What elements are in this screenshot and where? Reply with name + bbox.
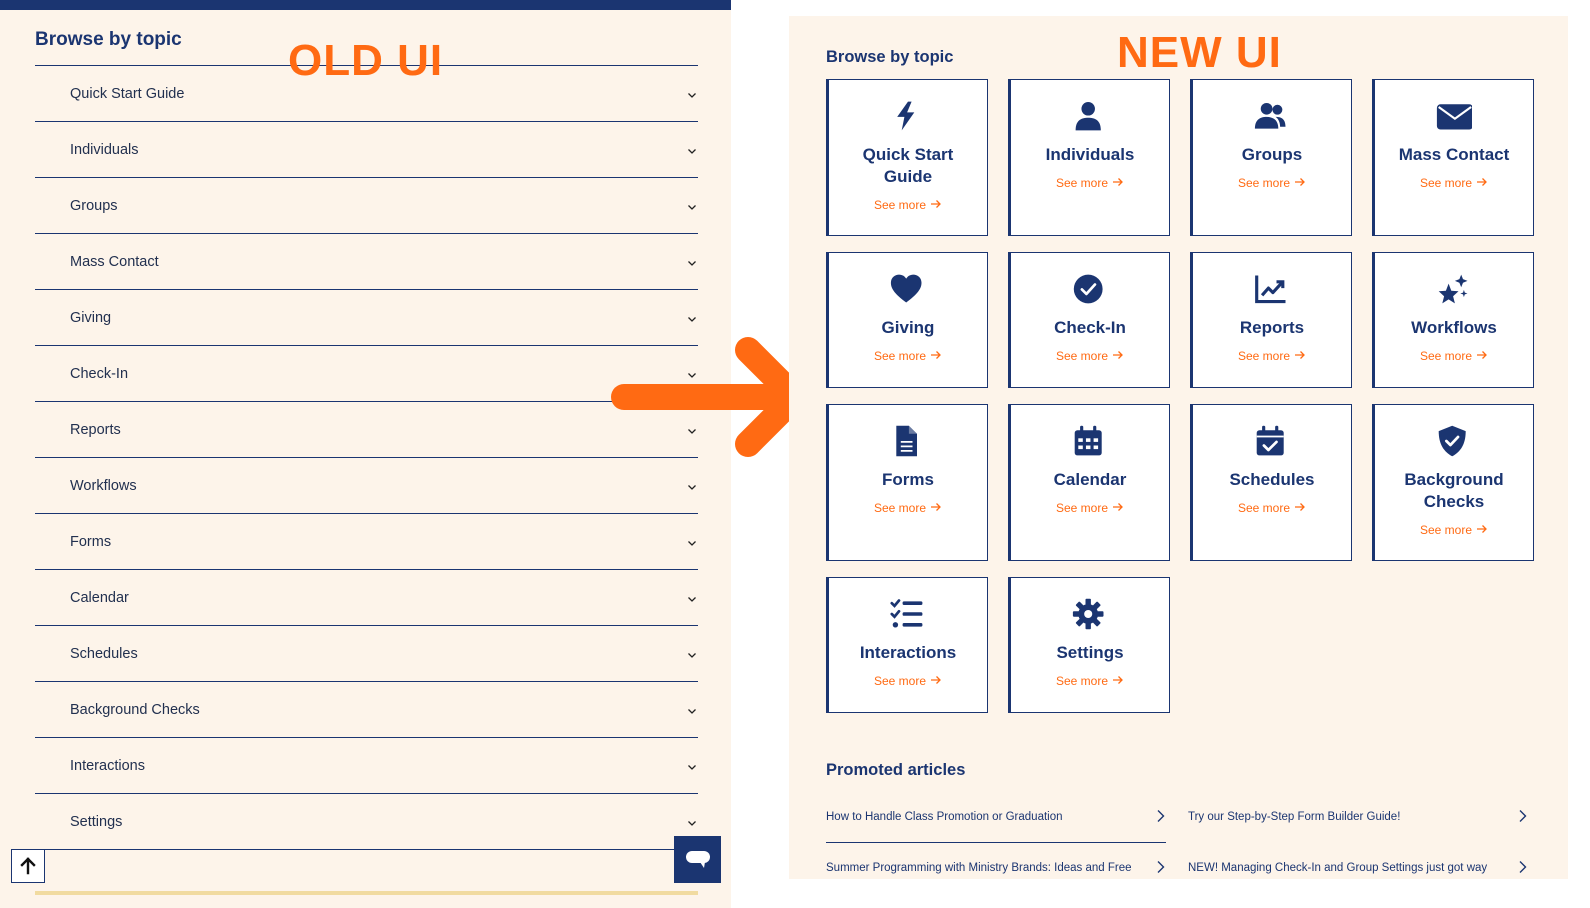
arrow-right-icon <box>930 674 942 688</box>
new-browse-heading: Browse by topic <box>826 48 954 66</box>
see-more-label: See more <box>1237 349 1291 363</box>
old-topic-label: Workflows <box>70 477 137 494</box>
arrow-right-icon <box>1112 501 1124 515</box>
see-more-link[interactable] <box>1238 176 1306 190</box>
chevron-right-icon <box>1518 860 1528 877</box>
topic-card-title: Mass Contact <box>1398 145 1510 164</box>
see-more-link[interactable] <box>1056 674 1124 688</box>
arrow-right-icon <box>1476 523 1488 537</box>
old-topic-label: Quick Start Guide <box>70 85 185 102</box>
chevron-down-icon <box>686 648 698 660</box>
topic-card-title: Forms <box>882 470 934 489</box>
gear-icon <box>1072 596 1108 632</box>
old-topic-item[interactable] <box>35 122 698 178</box>
chat-widget-button[interactable] <box>674 836 721 883</box>
chart-line-icon <box>1254 271 1290 307</box>
see-more-link[interactable] <box>1420 176 1488 190</box>
see-more-link[interactable] <box>1056 501 1124 515</box>
topic-card[interactable] <box>1008 404 1170 561</box>
check-circle-icon <box>1072 271 1108 307</box>
topic-card[interactable] <box>1372 79 1534 236</box>
new-ui-annotation: NEW UI <box>1117 28 1282 77</box>
old-topic-item[interactable] <box>35 514 698 570</box>
topic-card-title: Workflows <box>1411 318 1497 337</box>
promoted-article-link[interactable] <box>1188 862 1528 879</box>
topic-card[interactable] <box>1190 79 1352 236</box>
arrow-right-icon <box>1476 349 1488 363</box>
arrow-right-icon <box>930 198 942 212</box>
topic-card-title: Individuals <box>1045 145 1135 164</box>
topic-card-title: Groups <box>1241 145 1303 164</box>
topic-card-title: Background Checks <box>1404 470 1504 511</box>
shield-check-icon <box>1436 423 1472 459</box>
heart-icon <box>890 271 926 307</box>
new-ui-panel <box>789 16 1568 879</box>
envelope-icon <box>1436 98 1472 134</box>
old-topic-label: Mass Contact <box>70 253 159 270</box>
old-topic-label: Schedules <box>70 645 138 662</box>
old-topic-label: Check-In <box>70 365 129 382</box>
list-check-icon <box>890 596 926 632</box>
chevron-down-icon <box>686 200 698 212</box>
topic-card-title: Reports <box>1239 318 1305 337</box>
see-more-label: See more <box>1419 523 1473 537</box>
users-icon <box>1254 98 1290 134</box>
see-more-link[interactable] <box>874 198 942 212</box>
promoted-article-title: Summer Programming with Ministry Brands: Ideas and Free <box>826 862 1132 874</box>
see-more-label: See more <box>1419 176 1473 190</box>
see-more-label: See more <box>873 349 927 363</box>
topic-card[interactable] <box>1008 577 1170 713</box>
user-icon <box>1072 98 1108 134</box>
see-more-link[interactable] <box>1056 349 1124 363</box>
arrow-right-icon <box>1112 349 1124 363</box>
old-topic-label: Calendar <box>70 589 129 606</box>
topic-card[interactable] <box>1190 404 1352 561</box>
see-more-label: See more <box>873 674 927 688</box>
old-topic-item[interactable] <box>35 626 698 682</box>
arrow-right-icon <box>930 349 942 363</box>
see-more-link[interactable] <box>1420 349 1488 363</box>
see-more-link[interactable] <box>874 349 942 363</box>
old-topic-item[interactable] <box>35 178 698 234</box>
promoted-article-link[interactable] <box>826 862 1166 879</box>
see-more-link[interactable] <box>1056 176 1124 190</box>
old-topic-item[interactable] <box>35 234 698 290</box>
chevron-down-icon <box>686 256 698 268</box>
old-bottom-divider <box>35 891 698 895</box>
see-more-label: See more <box>1237 501 1291 515</box>
promoted-article-title: Try our Step-by-Step Form Builder Guide! <box>1188 811 1401 823</box>
sparkle-star-icon <box>1436 271 1472 307</box>
chevron-down-icon <box>686 760 698 772</box>
arrow-right-icon <box>1112 176 1124 190</box>
topic-card[interactable] <box>826 79 988 236</box>
chevron-down-icon <box>686 816 698 828</box>
old-topic-item[interactable] <box>35 402 698 458</box>
see-more-link[interactable] <box>1238 349 1306 363</box>
arrow-right-icon <box>1476 176 1488 190</box>
bolt-icon <box>890 98 926 134</box>
old-topic-label: Forms <box>70 533 112 550</box>
promoted-article-link[interactable] <box>1188 811 1528 831</box>
topic-card-title: Settings <box>1056 643 1124 662</box>
topic-card[interactable] <box>1372 404 1534 561</box>
old-topic-label: Individuals <box>70 141 139 158</box>
old-topic-item[interactable] <box>35 682 698 738</box>
see-more-link[interactable] <box>1238 501 1306 515</box>
old-topic-item[interactable] <box>35 458 698 514</box>
old-topic-label: Giving <box>70 309 112 326</box>
topic-card-title: Interactions <box>859 643 957 662</box>
old-topic-label: Background Checks <box>70 701 200 718</box>
see-more-label: See more <box>1055 349 1109 363</box>
chevron-right-icon <box>1156 809 1166 826</box>
topic-card[interactable] <box>826 252 988 388</box>
see-more-label: See more <box>873 501 927 515</box>
see-more-label: See more <box>1237 176 1291 190</box>
chat-bubble-icon <box>685 849 711 871</box>
chevron-down-icon <box>686 144 698 156</box>
promoted-articles-heading: Promoted articles <box>826 761 966 779</box>
old-ui-annotation: OLD UI <box>288 36 444 85</box>
see-more-link[interactable] <box>874 501 942 515</box>
arrow-right-icon <box>1294 349 1306 363</box>
promoted-article-title: NEW! Managing Check-In and Group Settings just got way <box>1188 862 1488 874</box>
chevron-down-icon <box>686 88 698 100</box>
topic-card[interactable] <box>826 404 988 561</box>
arrow-right-icon <box>1294 176 1306 190</box>
old-topic-item[interactable] <box>35 290 698 346</box>
see-more-label: See more <box>873 198 927 212</box>
arrow-right-icon <box>930 501 942 515</box>
old-topic-label: Reports <box>70 421 121 438</box>
old-topic-label: Interactions <box>70 757 145 774</box>
old-top-bar <box>0 0 731 10</box>
file-icon <box>890 423 926 459</box>
arrow-up-icon <box>20 857 36 875</box>
old-topic-item[interactable] <box>35 738 698 794</box>
chevron-down-icon <box>686 480 698 492</box>
topic-card-title: Calendar <box>1053 470 1127 489</box>
see-more-label: See more <box>1055 674 1109 688</box>
topic-card-title: Giving <box>881 318 935 337</box>
old-topic-item[interactable] <box>35 346 698 402</box>
chevron-down-icon <box>686 312 698 324</box>
topic-card-title: Quick Start Guide <box>862 145 954 186</box>
transition-arrow <box>608 330 813 465</box>
chevron-down-icon <box>686 704 698 716</box>
arrow-right-icon <box>1112 674 1124 688</box>
topic-card-title: Check-In <box>1054 318 1126 337</box>
topic-card[interactable] <box>1008 79 1170 236</box>
topic-card[interactable] <box>826 577 988 713</box>
see-more-label: See more <box>1419 349 1473 363</box>
chevron-right-icon <box>1518 809 1528 826</box>
old-topic-item[interactable] <box>35 570 698 626</box>
old-browse-heading: Browse by topic <box>35 29 182 50</box>
topic-card-title: Schedules <box>1229 470 1315 489</box>
old-topic-label: Groups <box>70 197 118 214</box>
see-more-label: See more <box>1055 501 1109 515</box>
see-more-link[interactable] <box>874 674 942 688</box>
calendar-icon <box>1072 423 1108 459</box>
old-topic-item[interactable] <box>35 794 698 850</box>
topic-card[interactable] <box>1372 252 1534 388</box>
calendar-check-icon <box>1254 423 1290 459</box>
topic-card[interactable] <box>1008 252 1170 388</box>
arrow-right-icon <box>1294 501 1306 515</box>
topic-card[interactable] <box>1190 252 1352 388</box>
scroll-to-top-button[interactable] <box>11 849 45 883</box>
old-topic-label: Settings <box>70 813 123 830</box>
see-more-link[interactable] <box>1420 523 1488 537</box>
old-topic-accordion <box>35 65 698 850</box>
promoted-article-link[interactable] <box>826 811 1166 843</box>
promoted-article-title: How to Handle Class Promotion or Graduation <box>826 811 1063 823</box>
chevron-right-icon <box>1156 860 1166 877</box>
chevron-down-icon <box>686 592 698 604</box>
chevron-down-icon <box>686 536 698 548</box>
see-more-label: See more <box>1055 176 1109 190</box>
